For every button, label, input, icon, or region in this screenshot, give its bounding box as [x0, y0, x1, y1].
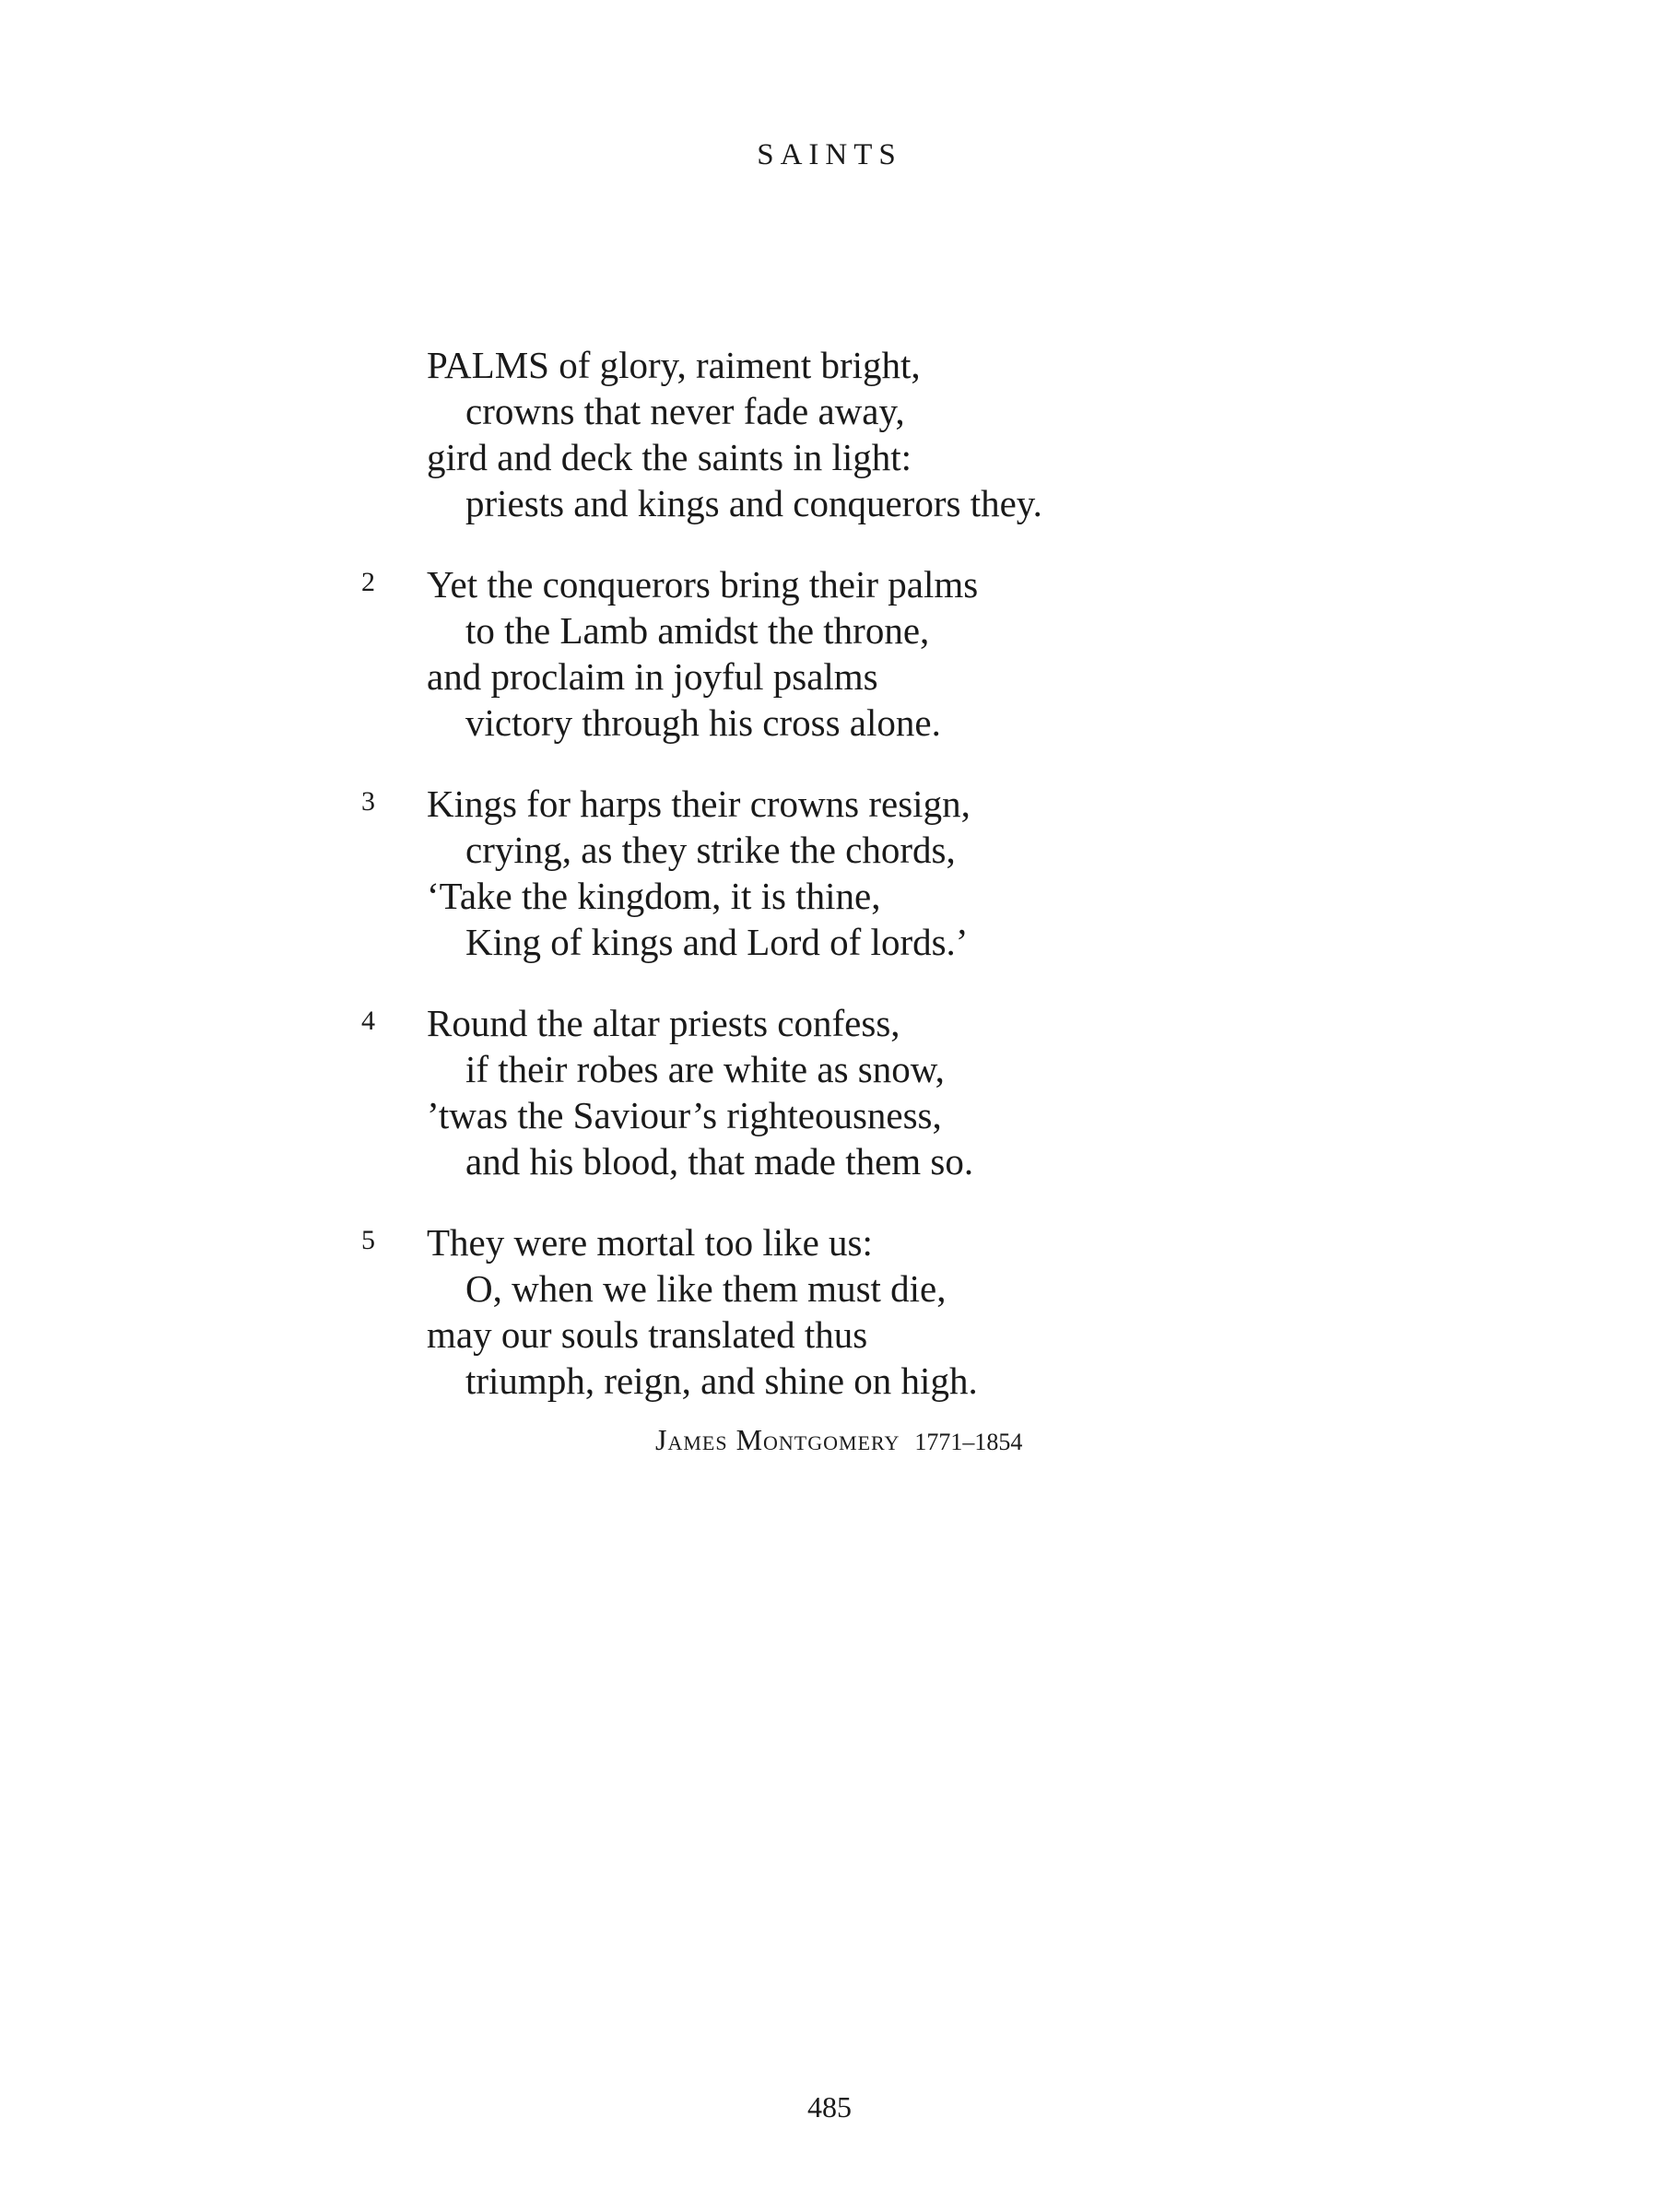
verse-line: Round the altar priests confess,	[427, 1002, 900, 1044]
verse-4	[361, 1000, 1283, 1184]
verse-line: ‘Take the kingdom, it is thine,	[427, 875, 881, 917]
verse-line: and his blood, that made them so.	[465, 1140, 974, 1182]
page-number: 485	[807, 2090, 852, 2124]
verse-line: Kings for harps their crowns resign,	[427, 782, 971, 825]
verse-line: O, when we like them must die,	[465, 1267, 947, 1310]
verse-line: if their robes are white as snow,	[465, 1048, 945, 1090]
verse-number: 3	[361, 786, 375, 817]
verse-line: may our souls translated thus	[427, 1313, 868, 1356]
verse-line: priests and kings and conquerors they.	[465, 482, 1042, 524]
verse-number: 2	[361, 567, 375, 597]
verse-number: 4	[361, 1006, 375, 1036]
verse-number: 5	[361, 1225, 375, 1255]
verse-line: crowns that never fade away,	[465, 390, 905, 432]
running-head: SAINTS	[757, 138, 902, 171]
author-dates: 1771–1854	[914, 1429, 1023, 1455]
verse-3	[361, 781, 1283, 965]
verse-line: victory through his cross alone.	[465, 701, 941, 744]
verse-line: gird and deck the saints in light:	[427, 436, 912, 478]
verse-line: triumph, reign, and shine on high.	[465, 1359, 978, 1402]
verse-line: PALMS of glory, raiment bright,	[427, 344, 921, 386]
author-name: James Montgomery	[655, 1423, 900, 1456]
verse-2	[361, 561, 1283, 746]
verse-5	[361, 1219, 1283, 1404]
verse-line: crying, as they strike the chords,	[465, 829, 956, 871]
verse-line: Yet the conquerors bring their palms	[427, 563, 979, 606]
verse-line: King of kings and Lord of lords.’	[465, 921, 969, 963]
verse-line: They were mortal too like us:	[427, 1221, 873, 1264]
verse-1	[361, 342, 1283, 526]
verse-line: to the Lamb amidst the throne,	[465, 609, 930, 652]
verse-line: and proclaim in joyful psalms	[427, 655, 878, 698]
hymn-attribution	[655, 1423, 1022, 1457]
verse-line: ’twas the Saviour’s righteousness,	[427, 1094, 942, 1136]
hymn-text	[361, 342, 1283, 1439]
